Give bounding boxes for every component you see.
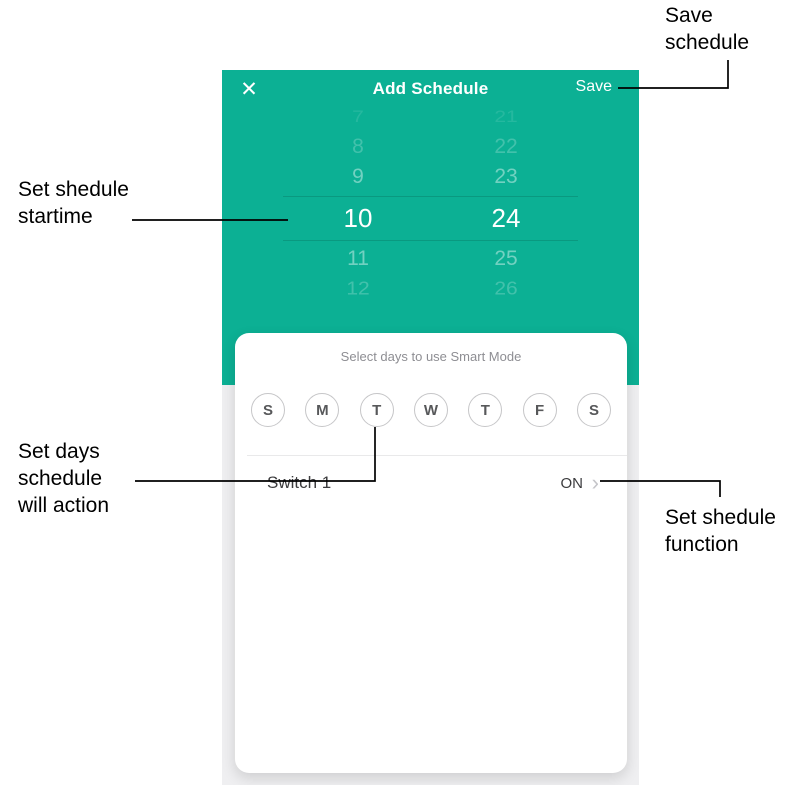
minute-option: 26: [494, 278, 518, 299]
annotation-line: Set days: [18, 440, 100, 463]
day-button-mon[interactable]: M: [305, 393, 339, 427]
day-button-fri[interactable]: F: [523, 393, 557, 427]
days-card-title: Select days to use Smart Mode: [340, 349, 522, 364]
annotation-line: Set shedule: [18, 178, 129, 201]
picker-divider-bottom: [283, 240, 578, 241]
chevron-right-icon: ›: [591, 470, 599, 495]
hour-option: 8: [352, 135, 364, 158]
annotation-line: schedule: [18, 467, 103, 490]
hour-option: 11: [347, 247, 369, 270]
annotation-line: startime: [18, 205, 93, 228]
picker-divider-top: [283, 196, 578, 197]
day-button-tue[interactable]: T: [360, 393, 394, 427]
hour-option: 7: [352, 108, 364, 126]
day-button-sat[interactable]: S: [577, 393, 611, 427]
minute-option-selected: 24: [491, 203, 521, 233]
day-button-sun[interactable]: S: [251, 393, 285, 427]
annotation-line: function: [665, 533, 739, 556]
annotation-line: schedule: [665, 31, 750, 54]
day-button-wed[interactable]: W: [414, 393, 448, 427]
switch-label: Switch 1: [267, 473, 332, 492]
save-button[interactable]: Save: [575, 78, 612, 95]
card-divider: [247, 455, 627, 456]
annotation-line: Save: [665, 4, 713, 27]
minute-option: 23: [494, 165, 518, 188]
minute-option: 21: [494, 108, 518, 126]
days-card: [235, 333, 627, 773]
hour-option: 9: [352, 165, 364, 188]
phone-screenshot: [222, 70, 639, 785]
annotation-line: Set shedule: [665, 506, 776, 529]
annotation-set-startime: [18, 176, 129, 230]
page-title: Add Schedule: [372, 79, 489, 98]
annotation-line: will action: [18, 494, 110, 517]
day-button-thu[interactable]: T: [468, 393, 502, 427]
hour-option-selected: 10: [343, 203, 373, 233]
annotation-save-schedule: [665, 2, 749, 56]
hour-option: 12: [346, 278, 370, 299]
annotation-set-days: [18, 438, 109, 519]
app-header: [222, 70, 639, 108]
switch-function-row[interactable]: [235, 469, 627, 499]
minute-option: 22: [494, 135, 518, 158]
close-icon: ✕: [240, 78, 258, 101]
day-selector: [235, 393, 627, 427]
annotation-set-function: [665, 504, 776, 558]
switch-value: ON: [560, 475, 583, 492]
minute-option: 25: [494, 247, 518, 270]
